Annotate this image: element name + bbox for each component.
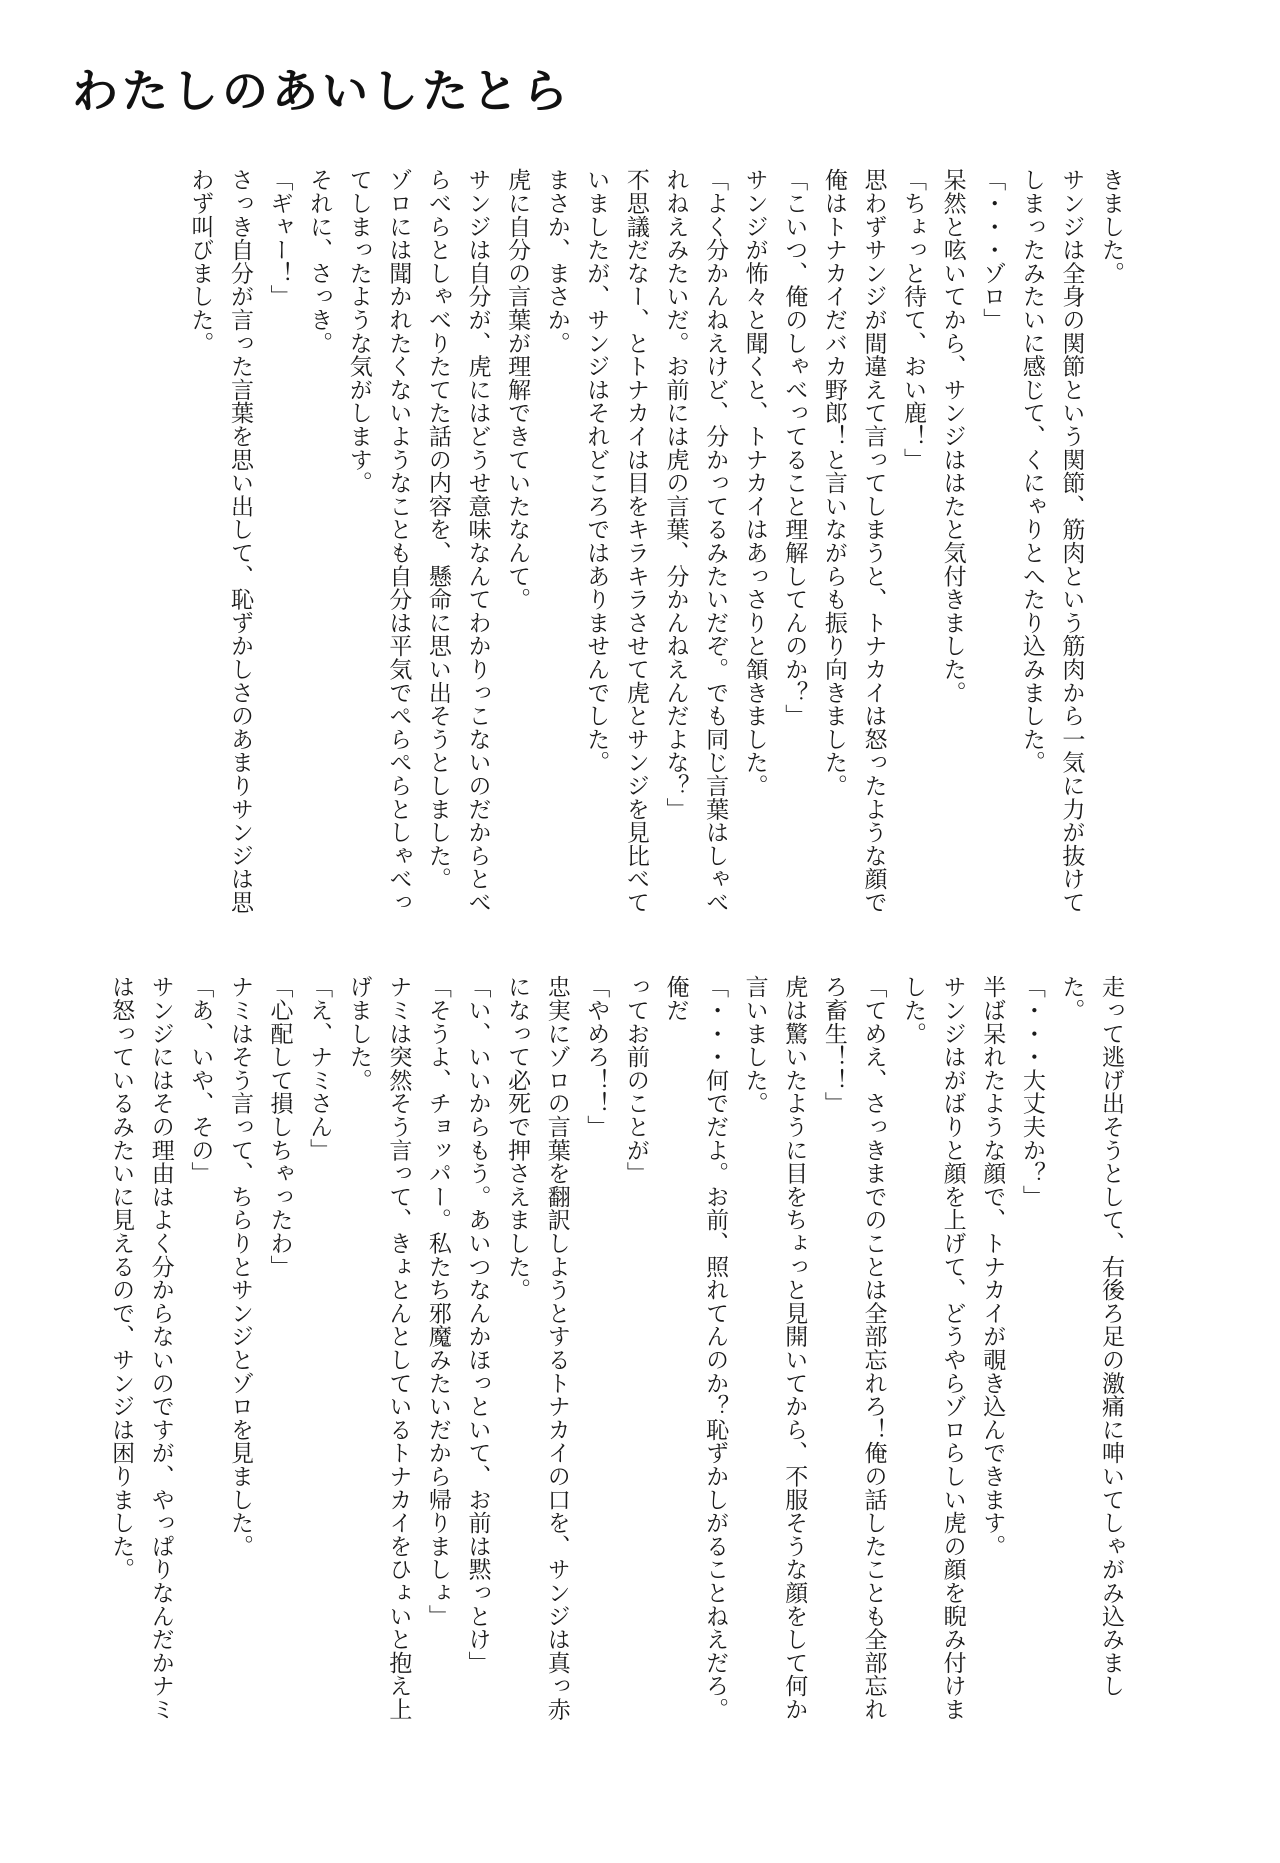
text-line: 「・・・ゾロ」 <box>979 168 1006 332</box>
text-line: 「・・・何でだよ。お前、照れてんのか？恥ずかしがることねえだろ。俺だ <box>662 975 729 1721</box>
text-line: 「・・・大丈夫か？」 <box>1018 975 1045 1208</box>
text-line: サンジは自分が、虎にはどうせ意味なんてわかりっこないのだからとべ <box>464 168 491 914</box>
text-line: サンジにはその理由はよく分からないのですが、やっぱりなんだかナミ <box>147 975 174 1721</box>
text-line: 「い、いいからもう。あいつなんかほっといて、お前は黙っとけ」 <box>464 975 491 1674</box>
text-line: 呆然と呟いてから、サンジははたと気付きました。 <box>939 168 966 704</box>
text-line: 「てめえ、さっきまでのことは全部忘れろ！俺の話したことも全部忘れ <box>860 975 887 1721</box>
text-line: れねえみたいだ。お前には虎の言葉、分かんねえんだよな？」 <box>662 168 689 821</box>
text-line: 走って逃げ出そうとして、右後ろ足の激痛に呻いてしゃがみ込みました。 <box>1058 975 1124 1698</box>
text-line: 「こいつ、俺のしゃべってること理解してんのか？」 <box>781 168 808 728</box>
text-line: 思わずサンジが間違えて言ってしまうと、トナカイは怒ったような顔で <box>860 168 887 914</box>
text-line: 「そうよ、チョッパー。私たち邪魔みたいだから帰りましょ」 <box>424 975 451 1628</box>
text-line: ってお前のことが」 <box>622 975 649 1185</box>
text-line: さっき自分が言った言葉を思い出して、恥ずかしさのあまりサンジは思 <box>226 168 253 914</box>
text-line: サンジは全身の関節という関節、筋肉という筋肉から一気に力が抜けて <box>1058 168 1085 914</box>
text-line: 忠実にゾロの言葉を翻訳しようとするトナカイの口を、サンジは真っ赤 <box>543 975 570 1721</box>
text-line: サンジはがばりと顔を上げて、どうやらゾロらしい虎の顔を睨み付けま <box>939 975 966 1721</box>
text-line: ろ畜生！！」 <box>820 975 847 1115</box>
text-line: いましたが、サンジはそれどころではありませんでした。 <box>583 168 610 774</box>
text-line: ナミはそう言って、ちらりとサンジとゾロを見ました。 <box>226 975 253 1558</box>
text-line: した。 <box>900 975 927 1045</box>
text-line: 虎に自分の言葉が理解できていたなんて。 <box>504 168 531 611</box>
text-line: 不思議だなー、とトナカイは目をキラキラさせて虎とサンジを見比べて <box>622 168 649 914</box>
text-line: まさか、まさか。 <box>543 168 570 355</box>
text-line: わず叫びました。 <box>187 168 214 355</box>
text-line: 「心配して損しちゃったわ」 <box>266 975 293 1278</box>
text-line: 半ば呆れたような顔で、トナカイが覗き込んできます。 <box>979 975 1006 1558</box>
page-title: わたしのあいしたとら <box>72 64 572 118</box>
text-line: げました。 <box>345 975 372 1092</box>
text-line: は怒っているみたいに見えるので、サンジは困りました。 <box>108 975 135 1581</box>
text-block-bottom <box>70 975 1130 1735</box>
text-line: らべらとしゃべりたてた話の内容を、懸命に思い出そうとしました。 <box>424 168 451 891</box>
text-line: 俺はトナカイだバカ野郎！と言いながらも振り向きました。 <box>820 168 847 798</box>
text-line: ゾロには聞かれたくないようなことも自分は平気でぺらぺらとしゃべっ <box>385 168 412 914</box>
text-line: ナミは突然そう言って、きょとんとしているトナカイをひょいと抱え上 <box>385 975 412 1721</box>
text-line: しまったみたいに感じて、くにゃりとへたり込みました。 <box>1018 168 1045 774</box>
text-line: きました。 <box>1098 168 1124 285</box>
text-line: になって必死で押さえました。 <box>504 975 531 1302</box>
text-line: てしまったような気がします。 <box>345 168 372 495</box>
text-line: 「ギャー！」 <box>266 168 293 308</box>
text-line: 言いました。 <box>741 975 768 1115</box>
text-line: 虎は驚いたように目をちょっと見開いてから、不服そうな顔をして何か <box>781 975 808 1721</box>
text-line: 「え、ナミさん」 <box>306 975 333 1162</box>
text-line: 「あ、いや、その」 <box>187 975 214 1185</box>
text-line: 「ちょっと待て、おい鹿！」 <box>900 168 927 471</box>
text-line: サンジが怖々と聞くと、トナカイはあっさりと頷きました。 <box>741 168 768 798</box>
text-line: 「よく分かんねえけど、分かってるみたいだぞ。でも同じ言葉はしゃべ <box>702 168 729 914</box>
text-line: 「やめろ！！」 <box>583 975 610 1139</box>
text-line: それに、さっき。 <box>306 168 333 355</box>
text-block-top <box>70 168 1130 958</box>
